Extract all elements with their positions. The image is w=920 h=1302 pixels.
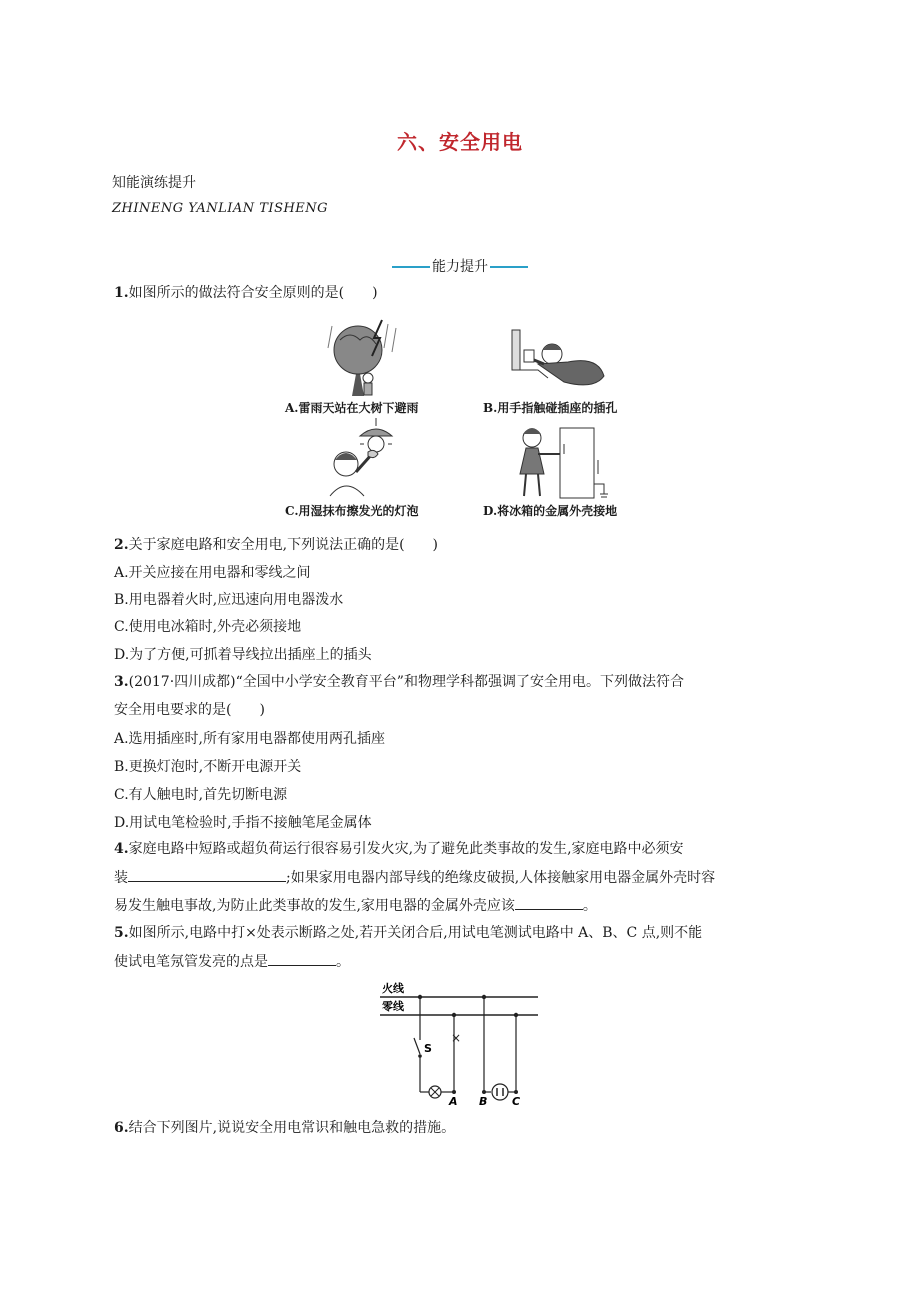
- section-label: 能力提升: [432, 259, 488, 275]
- section-line-right: [490, 266, 528, 268]
- q3-option-c: C.有人触电时,首先切断电源: [114, 787, 288, 803]
- question-6: [114, 1118, 455, 1138]
- q2-option-b: B.用电器着火时,应迅速向用电器泼水: [114, 592, 344, 608]
- question-4-line3: [114, 895, 597, 916]
- q1-text: 如图所示的做法符合安全原则的是( ): [128, 285, 378, 301]
- switch-s: [414, 1038, 420, 1054]
- q4-text-line2a: 装: [114, 870, 128, 886]
- question-5-line1: [114, 923, 702, 943]
- q4-blank-1[interactable]: [128, 867, 286, 882]
- q3-option-d: D.用试电笔检验时,手指不接触笔尾金属体: [114, 815, 372, 831]
- q4-text-line1: 家庭电路中短路或超负荷运行很容易引发火灾,为了避免此类事故的发生,家庭电路中必须安: [128, 841, 684, 857]
- point-a-label: A: [449, 1095, 458, 1106]
- live-wire-label: 火线: [382, 982, 404, 995]
- question-5-line2: [114, 951, 350, 972]
- section-heading: [0, 256, 920, 276]
- q1-caption-b: B.用手指触碰插座的插孔: [483, 401, 618, 415]
- break-mark: ×: [451, 1031, 462, 1045]
- q4-blank-2[interactable]: [515, 895, 583, 910]
- q2-text: 关于家庭电路和安全用电,下列说法正确的是( ): [128, 537, 438, 553]
- q3-option-b: B.更换灯泡时,不断开电源开关: [114, 759, 302, 775]
- q5-number: 5.: [114, 925, 129, 941]
- q2-option-a: A.开关应接在用电器和零线之间: [114, 565, 311, 581]
- q3-number: 3.: [114, 674, 129, 690]
- q5-text-line2b: 。: [336, 954, 350, 970]
- question-4-line2: [114, 867, 715, 888]
- q5-text-line1: 如图所示,电路中打×处表示断路之处,若开关闭合后,用试电笔测试电路中 A、B、C 点,则不能: [128, 925, 703, 941]
- q3-text-line2: 安全用电要求的是( ): [114, 702, 265, 718]
- q3-option-a: A.选用插座时,所有家用电器都使用两孔插座: [114, 731, 386, 747]
- figure-b-socket: [508, 328, 608, 394]
- q2-number: 2.: [114, 537, 129, 553]
- switch-label: S: [424, 1042, 432, 1055]
- neutral-wire-label: 零线: [382, 1000, 404, 1013]
- socket: [492, 1084, 508, 1100]
- circuit-diagram: [378, 980, 544, 1106]
- subtitle-en: ZHINENG YANLIAN TISHENG: [112, 201, 329, 216]
- figure-a-tree-lightning: [322, 318, 412, 398]
- point-b-label: B: [479, 1095, 488, 1106]
- section-line-left: [392, 266, 430, 268]
- q6-number: 6.: [114, 1120, 129, 1136]
- q4-number: 4.: [114, 841, 129, 857]
- figure-d-fridge: [512, 424, 612, 500]
- q1-number: 1.: [114, 285, 129, 301]
- q5-blank[interactable]: [268, 951, 336, 966]
- q1-caption-c: C.用湿抹布擦发光的灯泡: [285, 504, 419, 518]
- question-2: [114, 535, 438, 555]
- question-4-line1: [114, 839, 684, 859]
- question-3-line1: [114, 672, 684, 692]
- q3-text-line1: (2017·四川成都)“全国中小学安全教育平台”和物理学科都强调了安全用电。下列做法符合: [128, 674, 684, 690]
- q2-option-d: D.为了方便,可抓着导线拉出插座上的插头: [114, 647, 372, 663]
- point-c-label: C: [512, 1095, 521, 1106]
- q4-text-line3a: 易发生触电事故,为防止此类事故的发生,家用电器的金属外壳应该: [114, 898, 515, 914]
- q1-caption-d: D.将冰箱的金属外壳接地: [483, 504, 618, 518]
- q2-option-c: C.使用电冰箱时,外壳必须接地: [114, 619, 302, 635]
- q4-text-line2b: ;如果家用电器内部导线的绝缘皮破损,人体接触家用电器金属外壳时容: [286, 870, 716, 886]
- page-title: 六、安全用电: [397, 130, 523, 154]
- q1-caption-a: A.雷雨天站在大树下避雨: [285, 401, 419, 415]
- q6-text: 结合下列图片,说说安全用电常识和触电急救的措施。: [128, 1120, 456, 1136]
- question-1: [114, 283, 378, 303]
- figure-c-bulb: [322, 418, 402, 498]
- q4-text-line3b: 。: [582, 898, 597, 914]
- subtitle-cn: 知能演练提升: [112, 175, 196, 191]
- q5-text-line2a: 使试电笔氖管发亮的点是: [114, 954, 268, 970]
